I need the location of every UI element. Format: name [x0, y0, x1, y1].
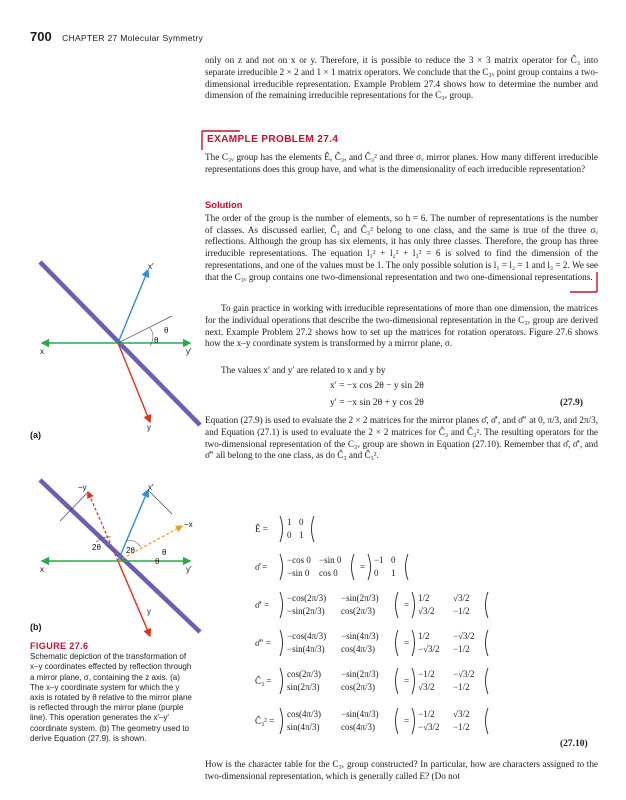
example-title: EXAMPLE PROBLEM 27.4: [207, 134, 339, 145]
matrix-equals: =: [404, 638, 410, 648]
closing-paragraph: How is the character table for the C₃ᵥ group constructed? In particular, how are characters assigned to the two-dimensional representation, which is generally called E? (Do not: [205, 759, 598, 781]
matrix-cell: −cos 0: [287, 555, 311, 565]
figure-label: FIGURE 27.6: [30, 641, 89, 651]
matrix-cell: −sin 0: [287, 568, 310, 578]
matrix-cell: cos 0: [319, 568, 338, 578]
matrix-cell: cos(4π/3): [287, 709, 322, 719]
equation-yprime: y′ = −x sin 2θ + y cos 2θ: [330, 398, 424, 408]
page-number: 700: [30, 29, 52, 44]
result-cell: −1/2: [418, 669, 435, 679]
example-problem: The C₃ᵥ group has the elements Ê, Ĉ₃, and Ĉ₃² and three σᵥ mirror planes. How many different irreducible representations does this group have, and what is the dimensionality of each irreducible representation?: [205, 152, 598, 174]
label-y-a: y: [147, 423, 151, 432]
solution-text: The order of the group is the number of elements, so h = 6. The number of representations is the number of classes. As discussed earlier, Ĉ₃ and Ĉ₃² belong to one class, and the same is true of the three σᵥ reflections. Although the group has six elements, it has only three classes. Therefore, the group has three irreducible representations. The equation l₁² + l₂² + l₃² = 6 is solved to find the dimension of the representations, and one of the values must be 1. The only possible solution is l₁ = l₂ = 1 and l₃ = 2. We see that the C₃ᵥ group contains one two-dimensional representation and two one-dimensional representations.: [205, 212, 598, 282]
figure-caption: [30, 641, 195, 744]
result-cell: −√3/2: [418, 722, 440, 732]
matrix-cell: −sin(4π/3): [287, 644, 325, 654]
matrix-equals: =: [404, 600, 410, 610]
matrix-cell: 1: [287, 517, 292, 527]
equation-xprime: x′ = −x cos 2θ − y sin 2θ: [330, 381, 424, 391]
label-theta1-b: θ: [162, 548, 167, 557]
matrix-cell: cos(4π/3): [341, 644, 376, 654]
result-cell: −1: [374, 555, 384, 565]
label-x-b: x: [40, 565, 44, 574]
matrix-cell: 0: [299, 517, 304, 527]
matrix-equals: =: [404, 676, 410, 686]
result-cell: −1/2: [453, 722, 470, 732]
label-xprime-a: x′: [148, 262, 154, 271]
matrix-cell: cos(4π/3): [341, 722, 376, 732]
result-cell: −1/2: [453, 682, 470, 692]
label-2theta-1-b: 2θ: [92, 543, 101, 552]
practice-paragraph: To gain practice in working with irreducible representations of more than one dimension, the matrices for the individual operations that describe the two-dimensional representation in the C₃ᵥ group are derived next. Example Problem 27.2 shows how to set up the matrices for rotation operators. Figure 27.6 shows how the x–y coordinate system is transformed by a mirror plane, σ.: [205, 303, 598, 349]
result-cell: √3/2: [418, 682, 435, 692]
result-cell: 1: [391, 568, 396, 578]
equation-number-27-9: (27.9): [560, 398, 583, 408]
matrix-cell: −sin 0: [319, 555, 342, 565]
solution-label: Solution: [205, 199, 243, 210]
matrix-cell: cos(2π/3): [287, 669, 322, 679]
label-xprime-b: x′: [148, 483, 154, 492]
projection-line-2-b: [148, 490, 172, 514]
matrix-lhs: σ̂″ =: [255, 638, 271, 648]
equation-number-27-10: (27.10): [560, 739, 588, 749]
figure-caption-text: Schematic depiction of the transformation of x–y coordinates effected by reflection through a mirror plane, σ, containing the z axis. (a) The x–y coordinate system for which the y axis is rotated by θ relative to the mirror plane is reflected through the mirror plane (purple line). This operation generates the x′–y′ coordinate system. (b) The geometry used to derive Equation (27.9). is shown.: [30, 652, 192, 743]
label-theta2-a: θ: [154, 336, 159, 345]
matrix-equals: =: [404, 716, 410, 726]
matrix-cell: sin(4π/3): [287, 722, 320, 732]
label-2theta-2-b: 2θ: [126, 546, 135, 555]
matrix-lhs: Ĉ₃ =: [255, 676, 272, 686]
matrix-lhs: σ̂ =: [255, 562, 268, 572]
matrix-lhs: σ̂′ =: [255, 600, 270, 610]
panel-label-b: (b): [30, 622, 42, 632]
matrix-lhs: Ê =: [255, 524, 268, 534]
result-cell: −1/2: [453, 644, 470, 654]
result-cell: √3/2: [453, 593, 470, 603]
result-cell: 0: [391, 555, 396, 565]
result-cell: √3/2: [418, 606, 435, 616]
result-cell: −√3/2: [453, 669, 475, 679]
neg-x-dashed-b: [118, 526, 182, 561]
matrix-cell: sin(2π/3): [287, 682, 320, 692]
matrix-cell: −sin(4π/3): [341, 709, 379, 719]
result-cell: 0: [374, 568, 379, 578]
matrix-cell: cos(2π/3): [341, 682, 376, 692]
label-neg-y-b: −y: [78, 483, 87, 492]
values-paragraph: The values x′ and y′ are related to x and y by: [221, 365, 386, 375]
result-cell: 1/2: [418, 631, 430, 641]
label-theta2-b: θ: [155, 557, 160, 566]
matrix-cell: −cos(4π/3): [287, 631, 327, 641]
matrix-cell: −sin(2π/3): [341, 593, 379, 603]
label-x-a: x: [40, 347, 44, 356]
matrix-cell: −sin(2π/3): [341, 669, 379, 679]
result-cell: 1/2: [418, 593, 430, 603]
matrix-cell: 0: [287, 530, 292, 540]
matrix-equals: =: [360, 562, 366, 572]
result-cell: −√3/2: [418, 644, 440, 654]
projection-line-1-b: [60, 492, 88, 521]
matrix-cell: −sin(2π/3): [287, 606, 325, 616]
result-cell: √3/2: [453, 709, 470, 719]
matrix-cell: 1: [299, 530, 304, 540]
matrix-lhs: Ĉ₃² =: [255, 716, 275, 726]
label-neg-x-b: −x: [184, 520, 193, 529]
label-yprime-b: y′: [186, 565, 192, 574]
matrix-cell: cos(2π/3): [341, 606, 376, 616]
result-cell: −1/2: [418, 709, 435, 719]
label-theta1-a: θ: [164, 326, 169, 335]
matrix-cell: −cos(2π/3): [287, 593, 327, 603]
intro-paragraph: only on z and not on x or y. Therefore, it is possible to reduce the 3 × 3 matrix operator for Ĉ₃ into separate irreducible 2 × 2 and 1 × 1 matrix operators. We conclude that the C₃ᵥ point group contains a two-dimensional irreducible representation. Example Problem 27.4 shows how to determine the number and dimension of the remaining irreducible representations for the C₃ᵥ group.: [205, 55, 598, 101]
label-yprime-a: y′: [186, 347, 192, 356]
result-cell: −1/2: [453, 606, 470, 616]
equation-paragraph: Equation (27.9) is used to evaluate the 2 × 2 matrices for the mirror planes σ̂, σ̂′, and σ̂″ at 0, π/3, and 2π/3, and Equation (27.1) is used to evaluate the 2 × 2 matrices for Ĉ₃ and Ĉ₃². The resulting operators for the two-dimensional representation of the C₃ᵥ group are shown in Equation (27.10). Remember that σ̂, σ̂′, and σ̂″ all belong to the one class, as do Ĉ₃ and Ĉ₃².: [205, 415, 598, 461]
chapter-title: CHAPTER 27 Molecular Symmetry: [62, 33, 204, 43]
panel-label-a: (a): [30, 430, 41, 440]
result-cell: −√3/2: [453, 631, 475, 641]
matrix-cell: −sin(4π/3): [341, 631, 379, 641]
label-y-b: y: [147, 607, 151, 616]
